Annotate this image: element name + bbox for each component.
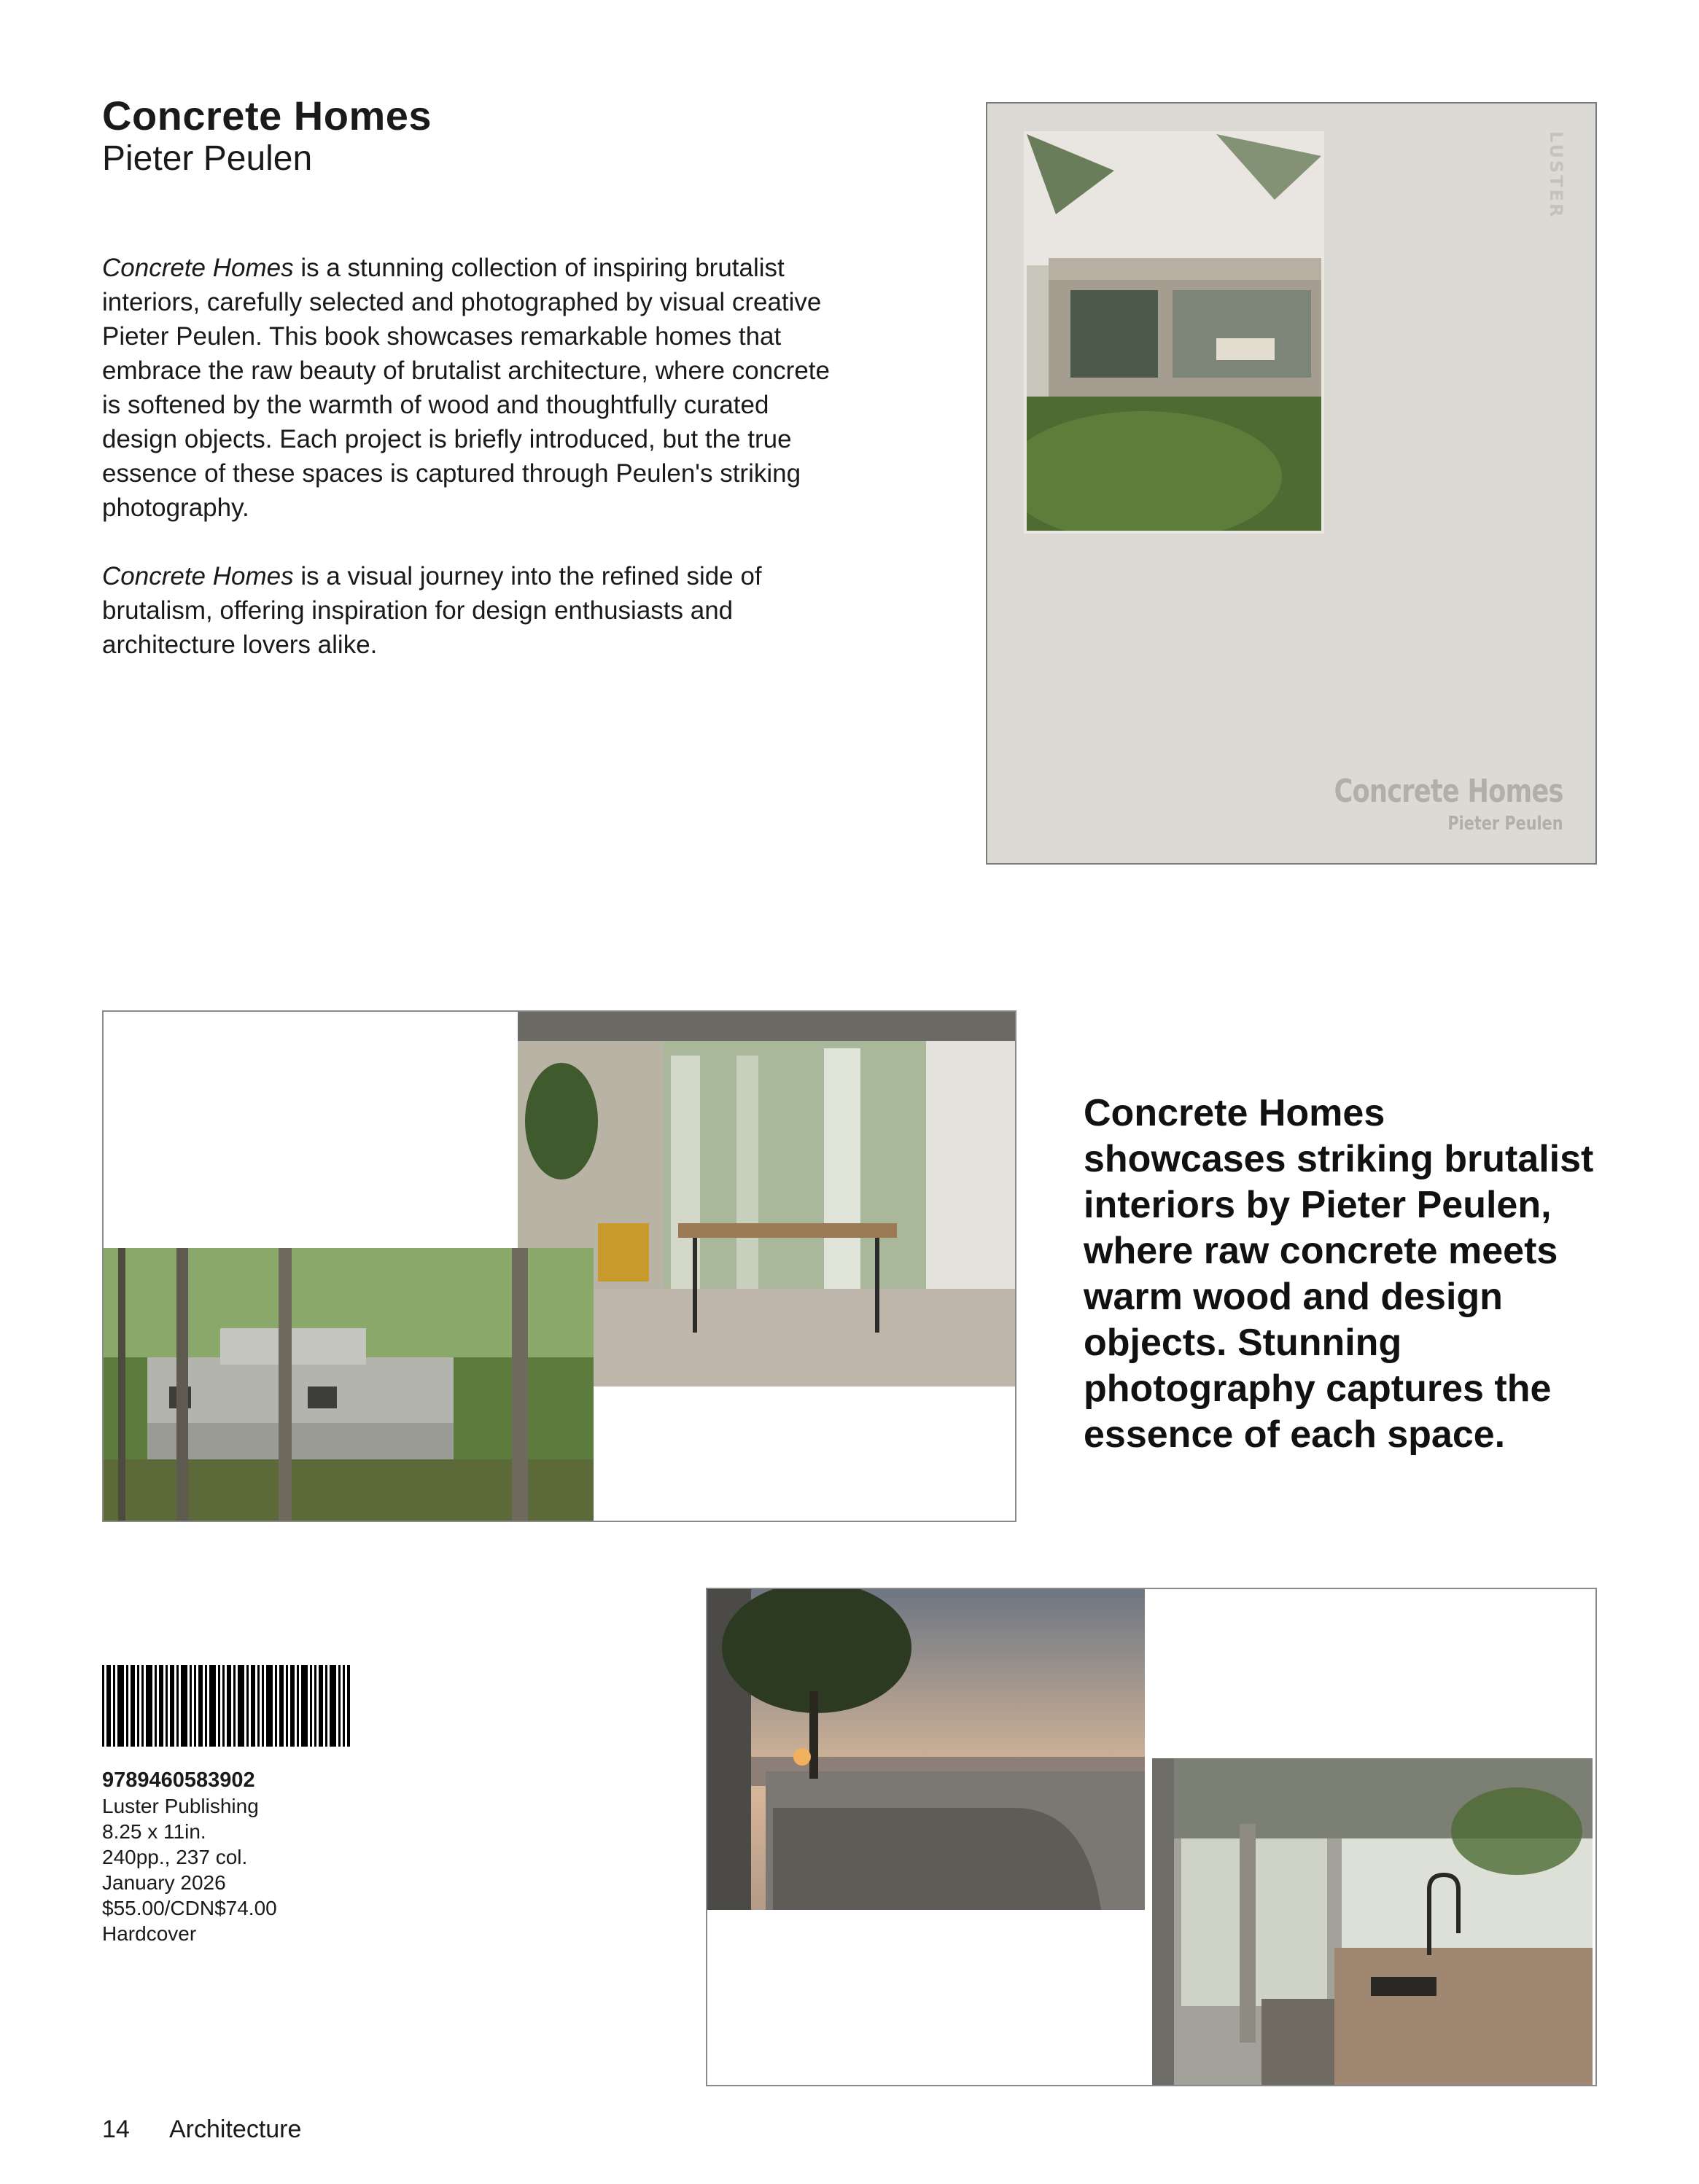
book-cover (986, 102, 1597, 865)
trim-size: 8.25 x 11in. (102, 1820, 206, 1843)
photo-collage-1 (102, 1010, 1016, 1522)
description-text: is a visual journey into the refined side of brutalism, offering inspiration for design enthusiasts and architecture lovers alike. (102, 562, 762, 659)
description-text: is a stunning collection of inspiring brutalist interiors, carefully selected and photographed by visual creative Pieter Peulen. This book showcases remarkable homes that embrace the raw beauty of brutalist architecture, where concrete is softened by the warmth of wood and thoughtfully curated design objects. Each project is briefly introduced, but the true essence of these spaces is captured through Peulen's striking photography. (102, 254, 830, 522)
section-name: Architecture (169, 2115, 302, 2143)
description-paragraph-2 (102, 559, 831, 662)
cover-title: Concrete Homes (1334, 773, 1563, 810)
book-author: Pieter Peulen (102, 139, 313, 178)
rooftop-terrace-photo (707, 1589, 1145, 1910)
price: $55.00/CDN$74.00 (102, 1897, 277, 1919)
page-count: 240pp., 237 col. (102, 1846, 248, 1868)
product-details (102, 1793, 277, 1946)
isbn: 9789460583902 (102, 1768, 255, 1792)
description-title-italic: Concrete Homes (102, 254, 294, 282)
description-paragraph-1 (102, 251, 831, 525)
publication-date: January 2026 (102, 1871, 226, 1894)
description-title-italic: Concrete Homes (102, 562, 294, 590)
cover-photo (1024, 131, 1324, 534)
cover-title-block (1277, 773, 1563, 835)
photo-collage-2 (706, 1588, 1597, 2086)
concrete-house-forest-photo (104, 1248, 594, 1522)
cover-author: Pieter Peulen (1447, 813, 1563, 835)
book-title: Concrete Homes (102, 93, 432, 139)
cover-spine-text: LUSTER (1546, 131, 1566, 219)
publisher: Luster Publishing (102, 1795, 259, 1817)
page-number: 14 (102, 2115, 130, 2143)
barcode (102, 1665, 350, 1747)
pull-quote: Concrete Homes showcases striking brutalist interiors by Pieter Peulen, where raw concrete meets warm wood and design objects. Stunning photography captures the essence of each space. (1084, 1092, 1594, 1456)
binding-format: Hardcover (102, 1922, 197, 1945)
concrete-kitchen-photo (1152, 1758, 1593, 2086)
